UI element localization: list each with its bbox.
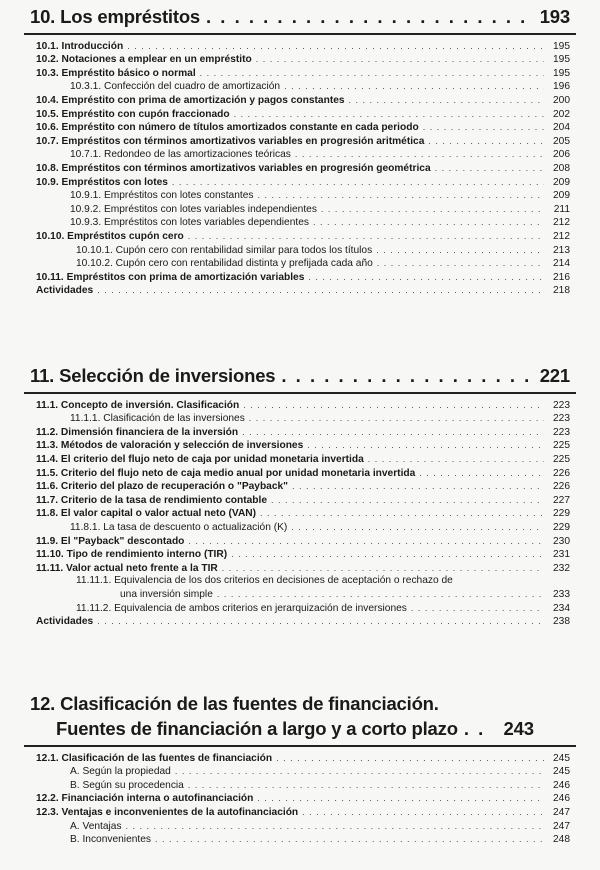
toc-entry-page: 209 (553, 190, 570, 202)
toc-entry (36, 399, 570, 413)
toc-entry (36, 94, 570, 108)
toc-entry-page: 247 (553, 820, 570, 832)
toc-entry (36, 244, 570, 258)
toc-entry-page: 234 (553, 602, 570, 614)
leader-dots (292, 480, 544, 493)
toc-entry-title: 10.9. Empréstitos con lotes (36, 176, 168, 188)
toc-entry-page: 205 (553, 135, 570, 147)
toc-entry (36, 53, 570, 67)
toc-entry-page: 200 (553, 94, 570, 106)
chapter-title: Fuentes de financiación a largo y a corto plazo (56, 718, 458, 739)
toc-entry-page: 223 (553, 413, 570, 425)
leader-dots (217, 588, 544, 601)
toc-entry (36, 189, 570, 203)
toc-entry-title: 10.2. Notaciones a emplear en un empréstito (36, 54, 252, 66)
toc-entry-title: 10.3.1. Confección del cuadro de amortización (70, 81, 281, 93)
toc-entry-page: 232 (553, 562, 570, 574)
toc-entry-title: 10.1. Introducción (36, 40, 124, 52)
toc-entry-page: 223 (553, 426, 570, 438)
chapter-page: 221 (539, 365, 570, 386)
toc-entry (36, 162, 570, 176)
toc-list (0, 394, 600, 629)
toc-entry-title: 10.5. Empréstito con cupón fraccionado (36, 108, 230, 120)
leader-dots (419, 467, 544, 480)
toc-entry-title: A. Ventajas (70, 820, 122, 832)
toc-entry-title: A. Según la propiedad (70, 766, 171, 778)
toc-entry-title: 11.1. Concepto de inversión. Clasificación (36, 399, 240, 411)
toc-entry-title: 10.3. Empréstito básico o normal (36, 67, 196, 79)
toc-entry (36, 40, 570, 54)
toc-entry-page: 216 (553, 271, 570, 283)
toc-entry (36, 535, 570, 549)
toc-entry-page: 225 (553, 440, 570, 452)
toc-entry-title: 11.10. Tipo de rendimiento interno (TIR) (36, 549, 228, 561)
toc-entry-title: 11.8. El valor capital o valor actual neto (VAN) (36, 508, 257, 520)
toc-entry-title: 11.11. Valor actual neto frente a la TIR (36, 562, 218, 574)
chapter-heading (0, 4, 600, 29)
toc-entry-page: 223 (553, 399, 570, 411)
chapter-title: Los empréstitos (60, 6, 201, 27)
toc-entry-page: 247 (553, 806, 570, 818)
toc-entry-title: 11.8.1. La tasa de descuento o actualización (K) (70, 521, 288, 533)
toc-entry (36, 765, 570, 779)
toc-entry-title: 11.5. Criterio del flujo neto de caja medio anual por unidad monetaria invertida (36, 467, 416, 479)
toc-entry-page: 218 (553, 285, 570, 297)
toc-entry-title: 10.10.2. Cupón cero con rentabilidad distinta y prefijada cada año (76, 258, 373, 270)
toc-entry-title: 11.6. Criterio del plazo de recuperación o "Payback" (36, 481, 288, 493)
toc-entry (36, 507, 570, 521)
toc-entry (36, 521, 570, 535)
toc-entry-title: 10.9.3. Empréstitos con lotes variables dependientes (70, 217, 309, 229)
toc-entry-title: 10.7.1. Redondeo de las amortizaciones teóricas (70, 149, 291, 161)
leader-dots (175, 765, 544, 778)
toc-entry-title: B. Según su procedencia (70, 779, 184, 791)
leader-dots (435, 162, 544, 175)
leader-dots (308, 271, 544, 284)
leader-dots (271, 494, 544, 507)
leader-dots (126, 820, 544, 833)
toc-entry (36, 203, 570, 217)
leader-dots (172, 176, 544, 189)
toc-entry-page: 195 (553, 40, 570, 52)
toc-entry-title: B. Inconvenientes (70, 834, 151, 846)
toc-entry-page: 246 (553, 779, 570, 791)
toc-entry-title: 11.1.1. Clasificación de las inversiones (70, 413, 245, 425)
toc-entry-title: 10.8. Empréstitos con términos amortizativos variables en progresión geométrica (36, 162, 431, 174)
toc-entry (36, 80, 570, 94)
toc-entry-title: 10.10. Empréstitos cupón cero (36, 230, 184, 242)
toc-entry-title: 10.11. Empréstitos con prima de amortización variables (36, 271, 305, 283)
toc-entry-title: 10.6. Empréstito con número de títulos amortizados constante en cada periodo (36, 122, 419, 134)
leader-dots (428, 135, 544, 148)
toc-entry (36, 121, 570, 135)
toc-entry (36, 588, 570, 602)
chapter-number: 10. (30, 6, 56, 27)
toc-entry (36, 108, 570, 122)
toc-entry-title: 11.11.1. Equivalencia de los dos criterios en decisiones de aceptación o rechazo de (76, 575, 453, 587)
leader-dots (257, 792, 544, 805)
leader-dots (295, 148, 544, 161)
leader-dots (307, 439, 544, 452)
toc-entry (36, 439, 570, 453)
toc-entry-title: Actividades (36, 285, 94, 297)
chapter-title: Selección de inversiones (59, 365, 276, 386)
toc-entry-page: 229 (553, 508, 570, 520)
toc-entry (36, 467, 570, 481)
toc-entry (36, 67, 570, 81)
toc-entry-title: 12.1. Clasificación de las fuentes de financiación (36, 752, 273, 764)
leader-dots (464, 716, 492, 741)
chapter-title-line1: Clasificación de las fuentes de financiación. (60, 693, 439, 714)
toc-entry-page: 196 (553, 81, 570, 93)
leader-dots (256, 53, 544, 66)
toc-entry (36, 216, 570, 230)
toc-entry-page: 245 (553, 752, 570, 764)
leader-dots (423, 121, 544, 134)
toc-entry-page: 195 (553, 54, 570, 66)
toc-entry-page: 248 (553, 834, 570, 846)
toc-entry-title: 12.3. Ventajas e inconvenientes de la autofinanciación (36, 806, 299, 818)
leader-dots (257, 189, 544, 202)
leader-dots (349, 94, 544, 107)
toc-entry-page: 227 (553, 494, 570, 506)
leader-dots (368, 453, 544, 466)
leader-dots (260, 507, 544, 520)
toc-entry (36, 833, 570, 847)
toc-entry-title: 11.9. El "Payback" descontado (36, 535, 185, 547)
toc-entry-title: 10.9.1. Empréstitos con lotes constantes (70, 190, 254, 202)
toc-entry-page: 214 (553, 258, 570, 270)
toc-entry (36, 548, 570, 562)
toc-entry-page: 229 (553, 521, 570, 533)
toc-entry (36, 426, 570, 440)
toc-list (0, 747, 600, 847)
toc-entry (36, 453, 570, 467)
toc-entry-page: 195 (553, 67, 570, 79)
chapter-10 (0, 4, 600, 298)
leader-dots (234, 108, 544, 121)
toc-entry (36, 480, 570, 494)
toc-entry (36, 230, 570, 244)
toc-entry-title: una inversión simple (120, 588, 213, 600)
leader-dots (302, 806, 544, 819)
leader-dots (155, 833, 544, 846)
leader-dots (188, 779, 544, 792)
toc-entry-page: 245 (553, 766, 570, 778)
leader-dots (206, 4, 528, 29)
leader-dots (284, 80, 544, 93)
leader-dots (321, 203, 544, 216)
chapter-number: 12. (30, 693, 56, 714)
toc-entry (36, 792, 570, 806)
chapter-heading (0, 691, 600, 741)
leader-dots (97, 284, 544, 297)
leader-dots (281, 363, 528, 388)
chapter-11 (0, 363, 600, 629)
toc-entry-page: 233 (553, 588, 570, 600)
toc-entry (36, 284, 570, 298)
toc-entry-title: 10.10.1. Cupón cero con rentabilidad similar para todos los títulos (76, 244, 373, 256)
chapter-number: 11. (30, 365, 55, 386)
toc-entry-page: 212 (553, 230, 570, 242)
toc-entry (36, 752, 570, 766)
toc-entry (36, 494, 570, 508)
toc-entry-title: 10.9.2. Empréstitos con lotes variables independientes (70, 203, 317, 215)
toc-entry (36, 562, 570, 576)
toc-entry (36, 257, 570, 271)
toc-entry-title: 11.2. Dimensión financiera de la inversión (36, 426, 239, 438)
leader-dots (313, 216, 544, 229)
leader-dots (376, 244, 544, 257)
leader-dots (243, 399, 544, 412)
toc-entry-page: 226 (553, 467, 570, 479)
toc-entry-title: 11.7. Criterio de la tasa de rendimiento contable (36, 494, 267, 506)
leader-dots (276, 752, 544, 765)
leader-dots (188, 535, 544, 548)
leader-dots (411, 602, 544, 615)
toc-entry-title: 12.2. Financiación interna o autofinanciación (36, 793, 254, 805)
leader-dots (377, 257, 544, 270)
toc-entry-title: 10.4. Empréstito con prima de amortización y pagos constantes (36, 94, 345, 106)
leader-dots (200, 67, 544, 80)
toc-entry-title: 11.4. El criterio del flujo neto de caja por unidad monetaria invertida (36, 453, 364, 465)
chapter-page: 243 (503, 718, 534, 739)
chapter-12 (0, 691, 600, 847)
toc-entry-page: 211 (553, 203, 570, 215)
toc-entry (36, 412, 570, 426)
toc-entry (36, 806, 570, 820)
toc-entry (36, 615, 570, 629)
toc-entry (36, 271, 570, 285)
toc-entry (36, 176, 570, 190)
toc-entry-page: 230 (553, 535, 570, 547)
toc-entry-page: 212 (553, 217, 570, 229)
leader-dots (242, 426, 544, 439)
toc-entry-title: 11.11.2. Equivalencia de ambos criterios en jerarquización de inversiones (76, 602, 407, 614)
leader-dots (222, 562, 544, 575)
leader-dots (97, 615, 544, 628)
toc-entry-page: 225 (553, 453, 570, 465)
toc-entry-page: 213 (553, 244, 570, 256)
leader-dots (188, 230, 544, 243)
toc-entry-page: 238 (553, 616, 570, 628)
toc-list (0, 35, 600, 298)
leader-dots (127, 40, 544, 53)
toc-entry-page: 204 (553, 122, 570, 134)
toc-entry-title: Actividades (36, 616, 94, 628)
leader-dots (291, 521, 544, 534)
toc-entry-page: 206 (553, 149, 570, 161)
toc-entry-title: 10.7. Empréstitos con términos amortizativos variables en progresión aritmética (36, 135, 425, 147)
toc-entry (36, 820, 570, 834)
toc-entry-page: 209 (553, 176, 570, 188)
toc-entry-page: 208 (553, 162, 570, 174)
toc-entry (36, 575, 570, 588)
leader-dots (249, 412, 544, 425)
toc-entry-page: 226 (553, 481, 570, 493)
toc-entry-page: 231 (553, 549, 570, 561)
leader-dots (231, 548, 544, 561)
toc-entry (36, 135, 570, 149)
toc-entry (36, 602, 570, 616)
toc-entry (36, 148, 570, 162)
chapter-page: 193 (539, 6, 570, 27)
chapter-heading (0, 363, 600, 388)
toc-entry-title: 11.3. Métodos de valoración y selección de inversiones (36, 440, 304, 452)
toc-entry (36, 779, 570, 793)
toc-entry-page: 246 (553, 793, 570, 805)
toc-entry-page: 202 (553, 108, 570, 120)
